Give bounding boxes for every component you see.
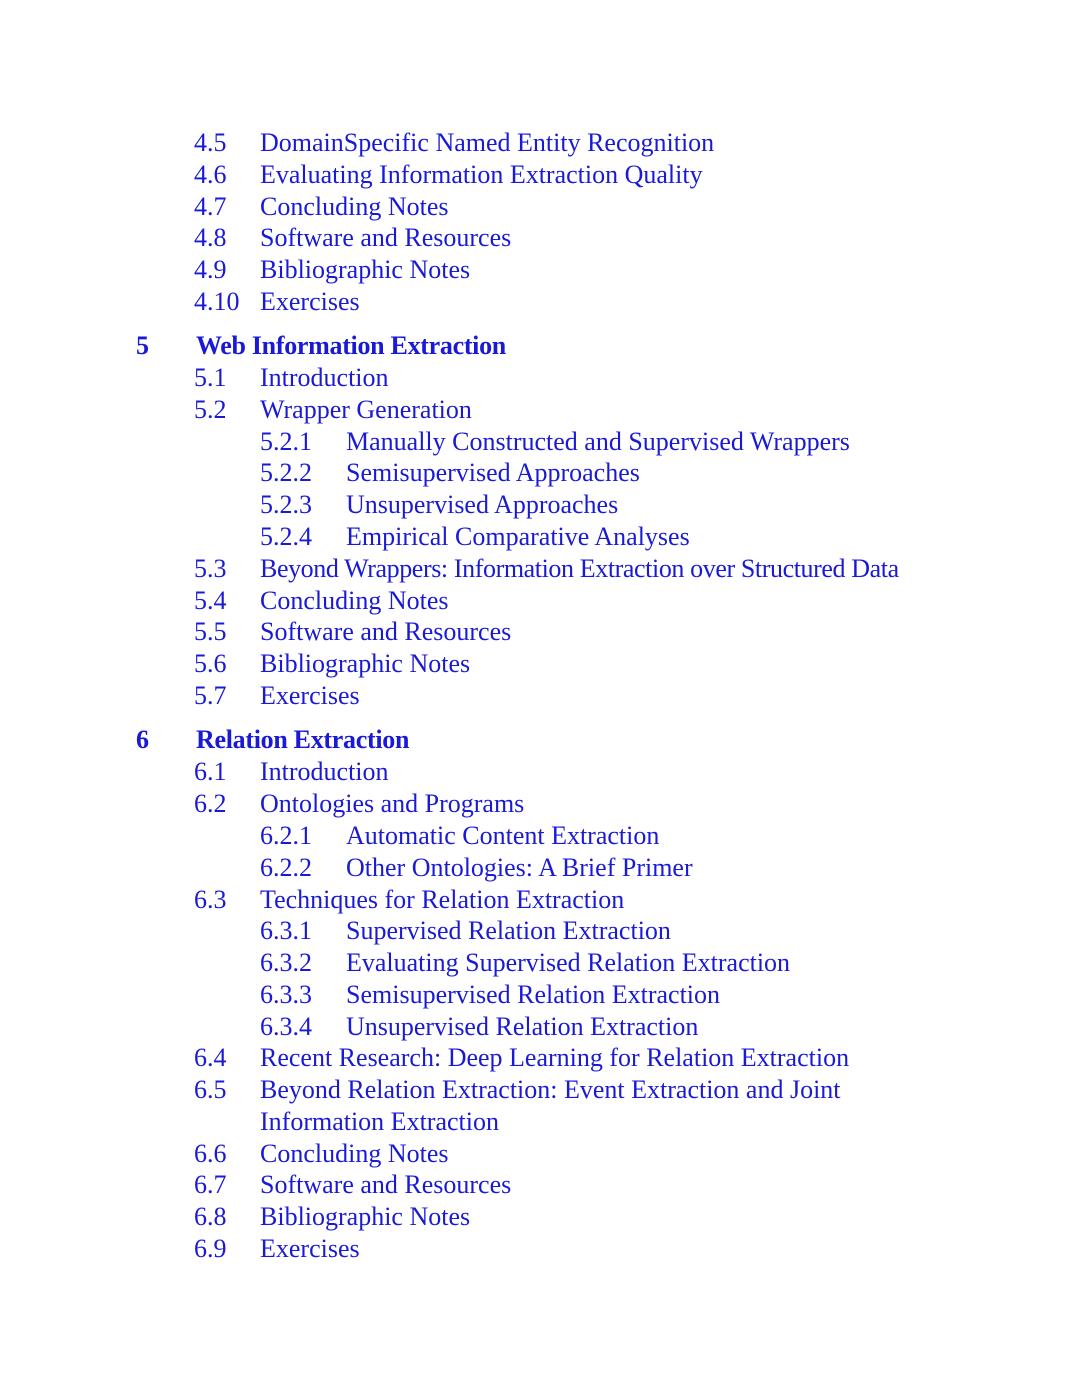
toc-title: Evaluating Supervised Relation Extraction: [346, 948, 791, 977]
toc-number: 6.3.2: [260, 948, 312, 977]
toc-title: Wrapper Generation: [260, 395, 472, 424]
toc-number: 4.9: [194, 255, 227, 284]
toc-title: Software and Resources: [260, 617, 512, 646]
toc-number: 6.3.1: [260, 916, 312, 945]
toc-number: 4.10: [194, 287, 240, 316]
toc-number: 5.2.4: [260, 522, 312, 551]
toc-number: 6.3.3: [260, 980, 312, 1009]
toc-number: 5.2.1: [260, 427, 312, 456]
toc-number: 6.2.2: [260, 853, 312, 882]
toc-number: 6.2.1: [260, 821, 312, 850]
toc-number: 6: [136, 725, 149, 754]
toc-number: 5.2: [194, 395, 227, 424]
toc-title: Concluding Notes: [260, 586, 449, 615]
toc-title: Beyond Wrappers: Information Extraction over Structured Data: [260, 554, 899, 583]
toc-title: Information Extraction: [260, 1107, 499, 1136]
toc-title: Exercises: [260, 681, 360, 710]
toc-title: Unsupervised Approaches: [346, 490, 619, 519]
toc-title: Software and Resources: [260, 223, 512, 252]
toc-number: 6.5: [194, 1075, 227, 1104]
toc-title: Exercises: [260, 1234, 360, 1263]
toc-number: 4.7: [194, 192, 227, 221]
toc-title: Relation Extraction: [196, 725, 410, 754]
toc-number: 6.8: [194, 1202, 227, 1231]
toc-title: Semisupervised Relation Extraction: [346, 980, 721, 1009]
toc-number: 4.6: [194, 160, 227, 189]
toc-title: Supervised Relation Extraction: [346, 916, 671, 945]
toc-number: 5: [136, 331, 149, 360]
toc-title: Evaluating Information Extraction Quality: [260, 160, 703, 189]
toc-title: Automatic Content Extraction: [346, 821, 660, 850]
toc-number: 5.1: [194, 363, 227, 392]
toc-number: 6.3: [194, 885, 227, 914]
toc-title: Recent Research: Deep Learning for Relation Extraction: [260, 1043, 850, 1072]
toc-title: Concluding Notes: [260, 192, 449, 221]
toc-number: 5.4: [194, 586, 227, 615]
toc-title: Bibliographic Notes: [260, 255, 471, 284]
toc-number: 5.6: [194, 649, 227, 678]
toc-title: Empirical Comparative Analyses: [346, 522, 690, 551]
toc-number: 6.3.4: [260, 1012, 312, 1041]
toc-title: Unsupervised Relation Extraction: [346, 1012, 699, 1041]
toc-number: 4.8: [194, 223, 227, 252]
toc-number: 4.5: [194, 128, 227, 157]
toc-number: 6.7: [194, 1170, 227, 1199]
toc-title: Bibliographic Notes: [260, 649, 471, 678]
toc-number: 5.2.3: [260, 490, 312, 519]
toc-title: Semisupervised Approaches: [346, 458, 640, 487]
toc-title: Beyond Relation Extraction: Event Extraction and Joint: [260, 1075, 841, 1104]
toc-title: DomainSpecific Named Entity Recognition: [260, 128, 715, 157]
toc-title: Software and Resources: [260, 1170, 512, 1199]
toc-title: Introduction: [260, 757, 389, 786]
toc-number: 5.7: [194, 681, 227, 710]
toc-title: Techniques for Relation Extraction: [260, 885, 625, 914]
toc-title: Manually Constructed and Supervised Wrappers: [346, 427, 850, 456]
toc-number: 6.6: [194, 1139, 227, 1168]
toc-number: 6.1: [194, 757, 227, 786]
toc-number: 6.2: [194, 789, 227, 818]
toc-title: Introduction: [260, 363, 389, 392]
toc-number: 5.2.2: [260, 458, 312, 487]
toc-title: Concluding Notes: [260, 1139, 449, 1168]
toc-title: Exercises: [260, 287, 360, 316]
toc-number: 5.5: [194, 617, 227, 646]
toc-title: Bibliographic Notes: [260, 1202, 471, 1231]
toc-number: 6.4: [194, 1043, 227, 1072]
toc-number: 5.3: [194, 554, 227, 583]
toc-title: Other Ontologies: A Brief Primer: [346, 853, 693, 882]
toc-title: Ontologies and Programs: [260, 789, 525, 818]
toc-title: Web Information Extraction: [196, 331, 506, 360]
toc-number: 6.9: [194, 1234, 227, 1263]
